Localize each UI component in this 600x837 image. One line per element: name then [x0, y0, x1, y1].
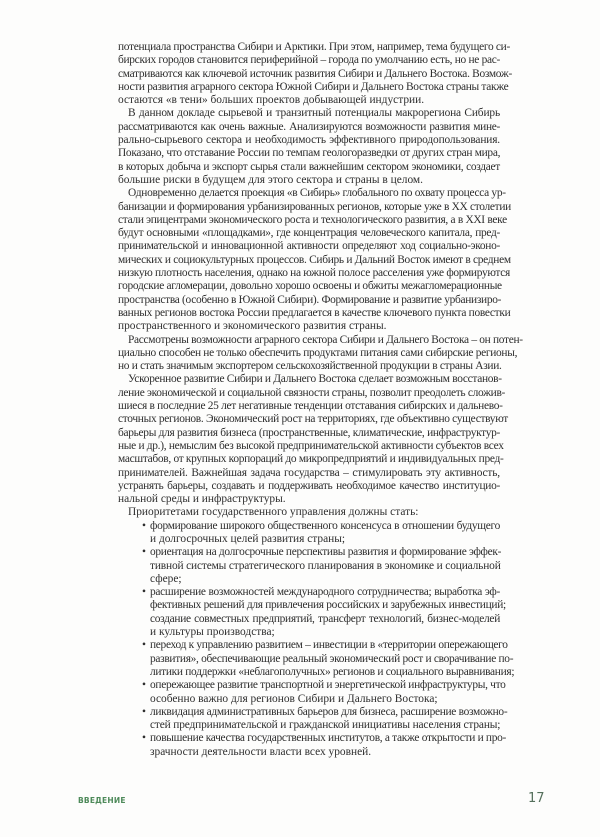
text-line: низкую плотность населения, однако на южной полосе расселения уже формируются: [118, 267, 510, 280]
text-line: пространственного и экономического развития страны.: [118, 320, 387, 333]
list-item-line: [118, 705, 508, 719]
body-text: [118, 41, 523, 759]
text-line: большие риски в будущем для этого сектора и страны в целом.: [118, 173, 423, 186]
list-item: [118, 679, 506, 706]
list-item-text: и долгосрочных целей развития страны;: [150, 532, 346, 545]
page-number: 17: [528, 791, 545, 806]
text-line: циально способен не только обеспечить продуктами питания сами сибирские регионы,: [118, 346, 518, 359]
list-item-text: создание совместных предприятий, трансферт технологий, бизнес-моделей: [150, 612, 500, 625]
text-line: ности развития аграрного сектора Южной Сибири и Дальнего Востока страны также: [118, 80, 509, 93]
paragraph: [118, 107, 500, 187]
bullet-icon: •: [142, 639, 146, 652]
list-item-text: стей предпринимательской и гражданской инициативы населения страны;: [150, 719, 501, 732]
list-item-line: [118, 652, 514, 666]
list-item-line: [118, 560, 500, 573]
text-line: остаются «в тени» больших проектов добывающей индустрии.: [118, 94, 425, 107]
list-item-line: [118, 533, 500, 546]
list-item-line: [118, 732, 507, 745]
list-item-text: повышение качества государственных институтов, а также открытости и про-: [150, 732, 507, 745]
text-line: устранять барьеры, создавать и поддерживать необходимое качество институцио-: [118, 479, 500, 492]
list-item-text: литики поддержки «неблагополучных» регионов и социального выравнивания;: [150, 665, 515, 678]
list-item: [118, 586, 506, 639]
bullet-icon: •: [142, 519, 146, 532]
list-item: [118, 639, 515, 679]
text-line: сточных регионов. Экономический рост на территориях, где объективно существуют: [118, 413, 508, 426]
list-item-text: опережающее развитие транспортной и энергетической инфраструктуры, что: [150, 679, 506, 692]
text-line: рально-сырьевого сектора и необходимость эффективного природопользования.: [118, 134, 500, 147]
text-line: мических и социокультурных процессов. Сибирь и Дальний Восток имеют в среднем: [118, 253, 511, 266]
list-item-line: [118, 613, 500, 626]
list-item-text: ликвидация административных барьеров для бизнеса, расширение возможно-: [150, 705, 508, 718]
text-line: масштабов, от крупных корпораций до микропредприятий и индивидуальных пред-: [118, 453, 504, 466]
text-line: принимательской и инновационной активности определяют ход социально-эконо-: [118, 240, 500, 253]
text-line: Рассмотрены возможности аграрного сектора Сибири и Дальнего Востока – он потен-: [128, 333, 523, 346]
text-line: но и стать значимым экспортером сельскохозяйственной продукции в страны Азии.: [118, 360, 502, 373]
list-item-line: [118, 693, 500, 706]
text-line: Ускоренное развитие Сибири и Дальнего Востока сделает возможным восстанов-: [128, 373, 502, 386]
text-line: ные и др.), немыслим без высокой предпринимательской активности субъектов всех: [118, 439, 504, 452]
text-line: шиеся в последние 25 лет негативные тенденции отставания сибирских и дальнево-: [118, 400, 503, 413]
list-item: [118, 520, 500, 547]
list-item-line: [118, 626, 500, 639]
text-line: ление экономической и социальной связности страны, позволит преодолеть сложив-: [118, 386, 506, 399]
list-item-line: [118, 586, 500, 599]
paragraph: [118, 41, 512, 107]
text-line: барьеры для развития бизнеса (пространственные, климатические, инфраструктур-: [118, 426, 500, 439]
list-item-text: особенно важно для регионов Сибири и Дальнего Востока;: [150, 692, 438, 705]
list-item-line: [118, 746, 500, 759]
list-item-line: [118, 719, 500, 732]
text-line: Приоритетами государственного управления должны стать:: [128, 506, 419, 519]
list-item-text: тивной системы стратегического планирования в экономике и социальной: [150, 559, 501, 572]
priorities-list: [118, 519, 515, 759]
list-item-text: ориентация на долгосрочные перспективы развития и формирование эффек-: [150, 546, 502, 559]
bullet-icon: •: [142, 732, 146, 745]
paragraph: [118, 373, 508, 506]
list-item: [118, 732, 507, 759]
text-line: сматриваются как ключевой источник развития Сибири и Дальнего Востока. Возмож-: [118, 67, 512, 80]
text-line: стали эпицентрами экономического роста и технологического развития, а в XXI веке: [118, 213, 507, 226]
list-item-text: сфере;: [150, 572, 182, 585]
list-item-line: [118, 665, 515, 679]
list-item-text: развития», обеспечивающие реальный экономический рост и сворачивание по-: [150, 652, 514, 665]
text-line: пространства (особенно в Южной Сибири). Формирование и развитие урбанизиро-: [118, 293, 502, 306]
list-item: [118, 705, 508, 733]
list-item-line: [118, 573, 500, 586]
text-line: принимателей. Важнейшая задача государства – стимулировать эту активность,: [118, 466, 500, 479]
list-item-line: [118, 639, 508, 652]
text-line: банизации и формирования урбанизированных регионов, которые уже в XX столетии: [118, 200, 511, 213]
paragraph: [118, 187, 511, 333]
list-item-text: зрачности деятельности власти всех уровней.: [150, 745, 372, 758]
footer-section-title: ВВЕДЕНИЕ: [78, 796, 126, 805]
list-item-text: и культуры производства;: [150, 626, 275, 639]
list-item-text: фективных решений для привлечения российских и зарубежных инвестиций;: [150, 599, 506, 612]
bullet-icon: •: [142, 679, 146, 692]
paragraph: [118, 333, 523, 374]
list-item-text: формирование широкого общественного консенсуса в отношении будущего: [150, 519, 500, 532]
text-line: городские агломерации, довольно хорошо освоены и обжиты межагломерационные: [118, 280, 502, 293]
paragraph: [118, 506, 500, 519]
text-line: Одновременно делается проекция «в Сибирь» глобального по охвату процесса ур-: [128, 187, 506, 200]
text-line: Показано, что отставание России по темпам геологоразведки от других стран мира,: [118, 147, 501, 160]
text-line: бирских городов становится периферийной – города по умолчанию есть, но не рас-: [118, 54, 500, 67]
list-item-text: расширение возможностей международного сотрудничества; выработка эф-: [150, 586, 500, 599]
list-item-line: [118, 679, 506, 692]
text-line: В данном докладе сырьевой и транзитный потенциалы макрорегиона Сибирь: [128, 107, 500, 120]
text-line: нальной среды и инфраструктуры.: [118, 493, 286, 506]
text-line: в которых добыча и экспорт сырья стали важнейшим сектором экономики, создает: [118, 160, 500, 173]
bullet-icon: •: [142, 546, 146, 559]
list-item-text: переход к управлению развитием – инвестиции в «территории опережающего: [150, 639, 508, 652]
bullet-icon: •: [142, 586, 146, 599]
list-item-line: [118, 599, 506, 612]
text-line: рассматриваются как очень важные. Анализируются возможности развития мине-: [118, 120, 500, 133]
text-line: ванных регионов востока России предлагается в качестве ключевого пункта повестки: [118, 306, 511, 319]
bullet-icon: •: [142, 705, 146, 718]
text-line: будут основными «площадками», где концентрация человеческого капитала, пред-: [118, 227, 500, 240]
list-item: [118, 546, 500, 586]
list-item-line: [118, 546, 500, 559]
text-line: потенциала пространства Сибири и Арктики. При этом, например, тема будущего си-: [118, 41, 510, 53]
list-item-line: [118, 520, 500, 533]
